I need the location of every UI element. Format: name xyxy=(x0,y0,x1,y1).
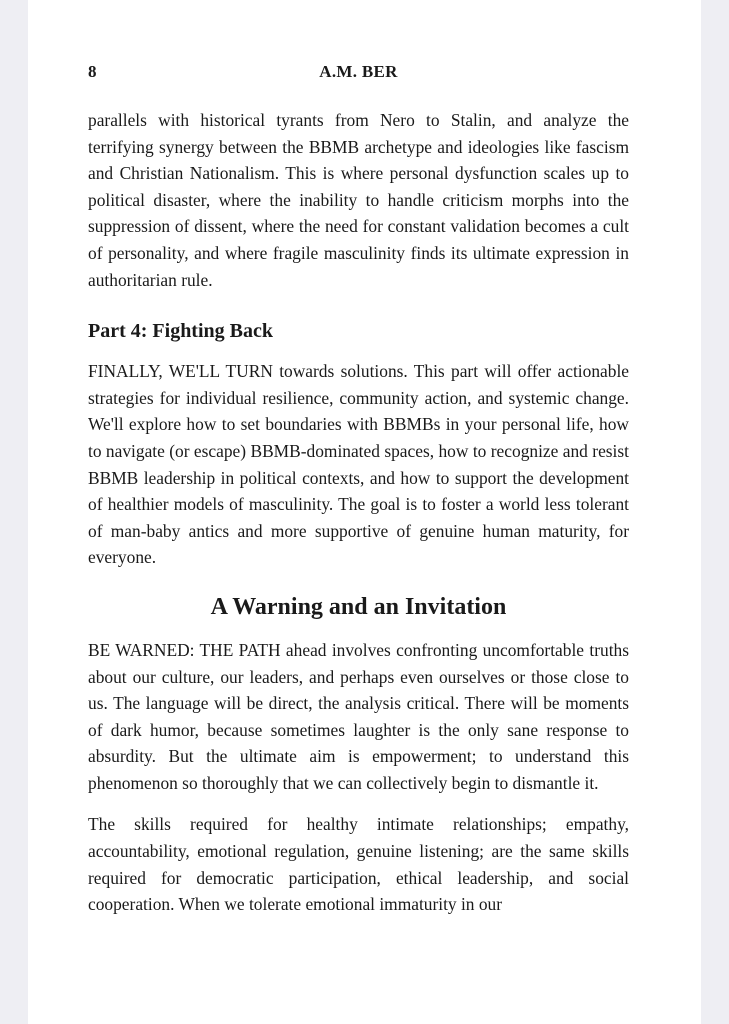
section-heading: A Warning and an Invitation xyxy=(210,593,507,620)
book-page xyxy=(28,0,701,1024)
running-header-author: A.M. BER xyxy=(319,62,398,81)
body-paragraph: BE WARNED: THE PATH ahead involves confronting uncomfortable truths about our culture, our leaders, and perhaps even ourselves or those close to us. The language will be direct, the analysis critical. There will be moments of dark humor, because sometimes laughter is the only sane response to absurdity. But the ultimate aim is empowerment; to understand this phenomenon so thoroughly that we can collectively begin to dismantle it. xyxy=(88,639,629,793)
body-paragraph: FINALLY, WE'LL TURN towards solutions. This part will offer actionable strategies for individual resilience, community action, and systemic change. We'll explore how to set boundaries with BBMBs in your personal life, how to navigate (or escape) BBMB-dominated spaces, how to recognize and resist BBMB leadership in political contexts, and how to support the development of healthier models of masculinity. The goal is to foster a world less tolerant of man-baby antics and more supportive of genuine human maturity, for everyone. xyxy=(88,361,629,568)
running-header xyxy=(88,62,629,86)
page-number: 8 xyxy=(88,62,97,81)
body-paragraph: The skills required for healthy intimate relationships; empathy, accountability, emotional regulation, genuine listening; are the same skills required for democratic participation, ethical leadership, and social cooperation. When we tolerate emotional immaturity in our xyxy=(88,814,629,915)
part-heading: Part 4: Fighting Back xyxy=(88,320,273,343)
body-paragraph: parallels with historical tyrants from Nero to Stalin, and analyze the terrifying synergy between the BBMB archetype and ideologies like fascism and Christian Nationalism. This is where personal dysfunction scales up to political disaster, where the inability to handle criticism morphs into the suppression of dissent, where the need for constant validation becomes a cult of personality, and where fragile masculinity finds its ultimate expression in authoritarian rule. xyxy=(88,110,629,290)
page-body xyxy=(88,107,629,918)
